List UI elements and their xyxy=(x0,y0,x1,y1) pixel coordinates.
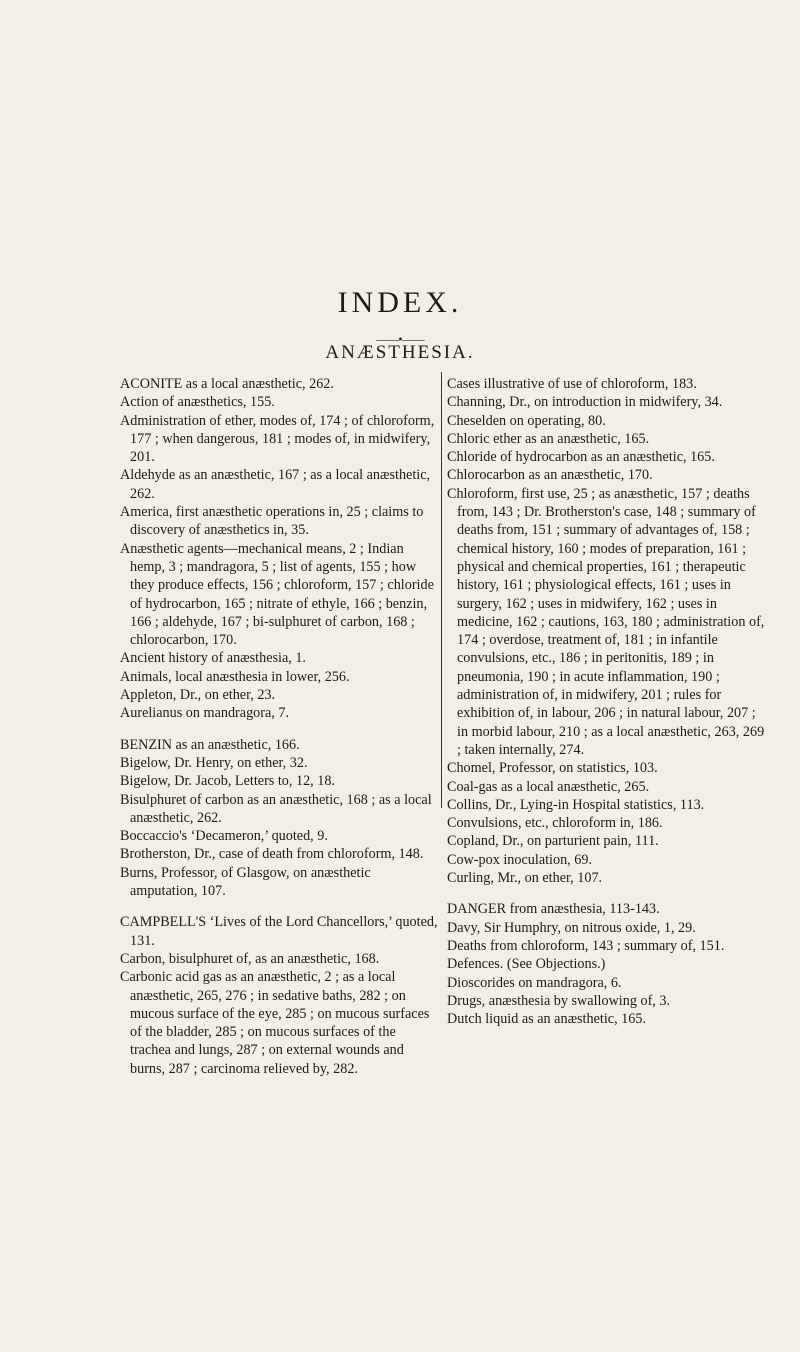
index-column-right xyxy=(447,375,767,1028)
index-entry: Action of anæsthetics, 155. xyxy=(120,394,275,411)
letter-group-gap xyxy=(120,723,440,736)
index-entry: Defences. (See Objections.) xyxy=(447,956,606,973)
index-entry: Boccaccio's ‘Decameron,’ quoted, 9. xyxy=(120,828,328,845)
index-entry: Bigelow, Dr. Henry, on ether, 32. xyxy=(120,754,308,771)
index-entry: Animals, local anæsthesia in lower, 256. xyxy=(120,668,350,685)
index-entry: Cow-pox inoculation, 69. xyxy=(447,851,593,868)
index-entry: Drugs, anæsthesia by swallowing of, 3. xyxy=(447,992,671,1009)
index-entry: Ancient history of anæsthesia, 1. xyxy=(120,650,306,667)
index-entry: Coal-gas as a local anæsthetic, 265. xyxy=(447,778,650,795)
column-divider xyxy=(441,372,442,808)
index-entry: Curling, Mr., on ether, 107. xyxy=(447,870,603,887)
index-entry: America, first anæsthetic operations in, 25 ; claims to discovery of anæsthetics in, 35. xyxy=(120,504,424,539)
index-entry: Brotherston, Dr., case of death from chloroform, 148. xyxy=(120,846,424,863)
index-entry: Deaths from chloroform, 143 ; summary of, 151. xyxy=(447,937,725,954)
section-title: ANÆSTHESIA. xyxy=(325,342,475,363)
index-entry: Administration of ether, modes of, 174 ; of chloroform, 177 ; when dangerous, 181 ; modes of, in midwifery, 201. xyxy=(120,412,435,466)
index-entry: Davy, Sir Humphry, on nitrous oxide, 1, 29. xyxy=(447,919,696,936)
index-entry: Convulsions, etc., chloroform in, 186. xyxy=(447,815,663,832)
index-entry: CAMPBELL'S ‘Lives of the Lord Chancellors,’ quoted, 131. xyxy=(120,914,438,949)
index-entry: Carbon, bisulphuret of, as an anæsthetic, 168. xyxy=(120,950,380,967)
index-entry: Cheselden on operating, 80. xyxy=(447,412,606,429)
index-entry: Chloride of hydrocarbon as an anæsthetic, 165. xyxy=(447,449,715,466)
index-entry: Bigelow, Dr. Jacob, Letters to, 12, 18. xyxy=(120,773,336,790)
index-entry: ACONITE as a local anæsthetic, 262. xyxy=(120,376,334,392)
index-entry: Chlorocarbon as an anæsthetic, 170. xyxy=(447,467,653,484)
index-entry: Channing, Dr., on introduction in midwifery, 34. xyxy=(447,394,723,411)
index-entry: Collins, Dr., Lying-in Hospital statistics, 113. xyxy=(447,796,705,813)
index-entry: Burns, Professor, of Glasgow, on anæsthetic amputation, 107. xyxy=(120,864,371,900)
index-entry: Appleton, Dr., on ether, 23. xyxy=(120,687,276,704)
index-column-left xyxy=(120,375,440,1078)
index-entry: Copland, Dr., on parturient pain, 111. xyxy=(447,833,659,850)
index-entry: Chloroform, first use, 25 ; as anæsthetic, 157 ; deaths from, 143 ; Dr. Brotherston's case, 148 ; summary of deaths from, 151 ; summary of advantages of, 158 ; chemical history, 160 ; modes of preparation, 161 ; physical and chemical properties, 161 ; therapeutic history, 161 ; physiological effects, 161 ; uses in surgery, 162 ; uses in midwifery, 162 ; uses in medicine, 162 ; cautions, 163, 180 ; administration of, 174 ; overdose, treatment of, 181 ; in infantile convulsions, etc., 186 ; in peritonitis, 189 ; in pneumonia, 190 ; in acute inflammation, 190 ; administration of, in midwifery, 201 ; rules for exhibition of, in labour, 206 ; in natural labour, 207 ; in morbid labour, 210 ; as a local anæsthetic, 263, 269 ; taken internally, 274. xyxy=(447,485,765,758)
index-entry: Chomel, Professor, on statistics, 103. xyxy=(447,760,658,777)
index-entry: Chloric ether as an anæsthetic, 165. xyxy=(447,430,650,447)
ornament-rule: ——•—— xyxy=(376,332,424,346)
index-entry: Anæsthetic agents—mechanical means, 2 ; Indian hemp, 3 ; mandragora, 5 ; list of agents, 155 ; how they produce effects, 156 ; chloroform, 157 ; chloride of hydrocarbon, 165 ; nitrate of ethyle, 166 ; benzin, 166 ; aldehyde, 167 ; bi-sulphuret of carbon, 168 ; chlorocarbon, 170. xyxy=(120,540,434,649)
index-entry: Aldehyde as an anæsthetic, 167 ; as a local anæsthetic, 262. xyxy=(120,467,431,502)
page-title: INDEX. xyxy=(337,286,463,319)
index-entry: Carbonic acid gas as an anæsthetic, 2 ; as a local anæsthetic, 265, 276 ; in sedative baths, 282 ; on mucous surface of the eye, 285 ; on mucous surfaces of the bladder, 285 ; on mucous surfaces of the trachea and lungs, 287 ; on external wounds and burns, 287 ; carcinoma relieved by, 282. xyxy=(120,969,430,1077)
index-entry: Cases illustrative of use of chloroform, 183. xyxy=(447,376,697,392)
letter-group-gap xyxy=(120,900,440,913)
index-entry: Dutch liquid as an anæsthetic, 165. xyxy=(447,1011,646,1028)
index-entry: Dioscorides on mandragora, 6. xyxy=(447,974,622,991)
index-entry: BENZIN as an anæsthetic, 166. xyxy=(120,736,300,753)
index-entry: Aurelianus on mandragora, 7. xyxy=(120,705,290,722)
letter-group-gap xyxy=(447,887,767,900)
index-entry: Bisulphuret of carbon as an anæsthetic, 168 ; as a local anæsthetic, 262. xyxy=(120,791,432,826)
index-entry: DANGER from anæsthesia, 113-143. xyxy=(447,901,660,918)
